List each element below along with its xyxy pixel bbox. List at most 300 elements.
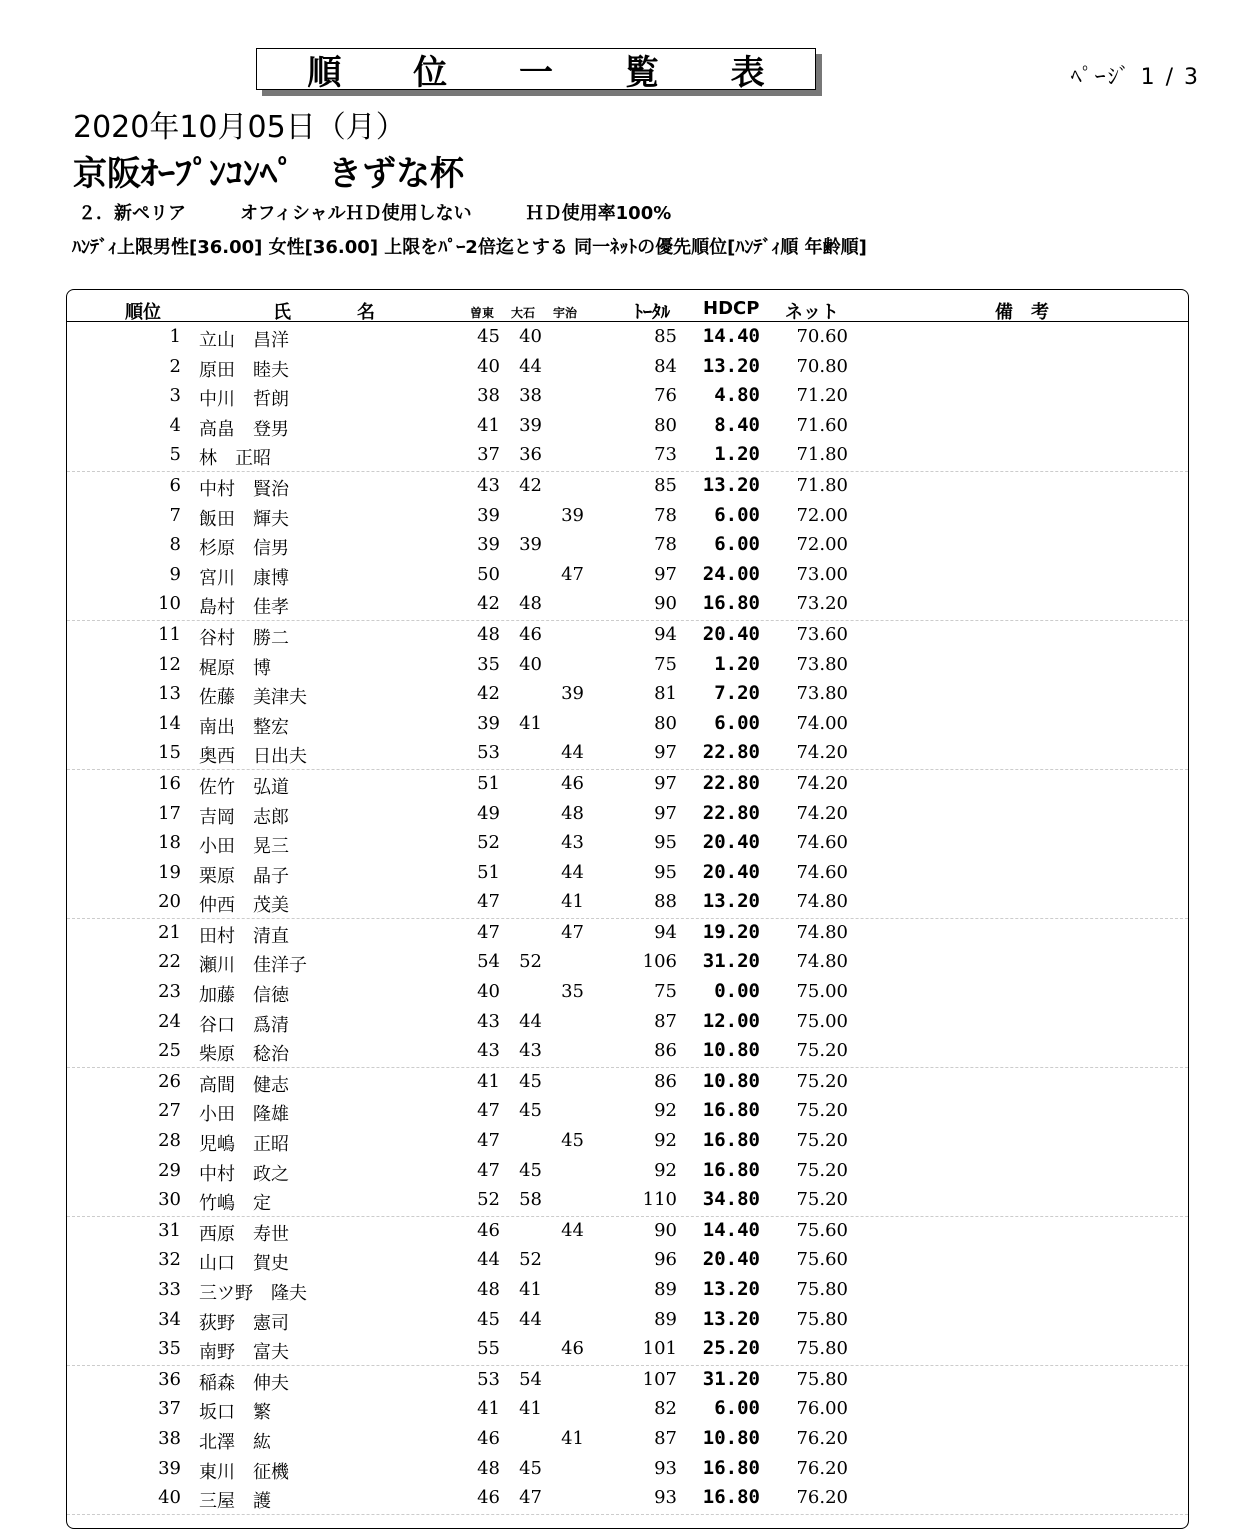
table-row [67, 770, 1188, 800]
course1-score: 43 [477, 474, 500, 496]
net-cell: 73.20 [796, 593, 848, 615]
course1-score: 41 [477, 414, 500, 436]
total-cell: 97 [654, 802, 677, 824]
total-cell: 89 [654, 1279, 677, 1300]
net-cell: 74.00 [796, 712, 848, 734]
course1-score: 51 [477, 772, 500, 794]
course2-score: 48 [519, 593, 542, 615]
table-row [67, 829, 1188, 859]
hdcp-cell: 24.00 [702, 562, 760, 585]
hdcp-cell: 13.20 [702, 473, 760, 496]
table-row [67, 1425, 1188, 1455]
course2-score: 54 [519, 1368, 542, 1390]
net-cell: 73.80 [796, 653, 848, 675]
table-row [67, 621, 1188, 651]
rank-cell: 28 [158, 1130, 181, 1152]
name-cell: 谷口 爲清 [199, 1014, 289, 1036]
table-row [67, 1484, 1188, 1515]
course1-score: 47 [477, 1159, 500, 1181]
course2-score: 36 [519, 444, 542, 466]
name-cell: 梶原 博 [199, 657, 271, 679]
rank-cell: 13 [158, 683, 181, 705]
name-cell: 荻野 憲司 [199, 1312, 289, 1334]
total-cell: 90 [654, 1219, 677, 1241]
rank-cell: 12 [158, 653, 181, 675]
rank-cell: 5 [169, 444, 181, 466]
course1-score: 37 [477, 444, 500, 466]
hdcp-cell: 20.40 [702, 860, 760, 883]
table-row [67, 382, 1188, 412]
course3-score: 43 [561, 832, 584, 854]
course3-score: 46 [561, 1338, 584, 1360]
col-hdcp: HDCP [703, 298, 760, 319]
name-cell: 仲西 茂美 [199, 895, 289, 917]
rank-cell: 15 [158, 742, 181, 764]
net-cell: 74.20 [796, 802, 848, 824]
name-cell: 竹嶋 定 [199, 1193, 271, 1215]
course1-score: 48 [477, 623, 500, 645]
name-cell: 南野 富夫 [199, 1342, 289, 1364]
course1-score: 47 [477, 891, 500, 913]
net-cell: 71.20 [796, 385, 848, 407]
hdcp-cell: 13.20 [702, 1307, 760, 1330]
course1-score: 42 [477, 683, 500, 705]
total-cell: 93 [654, 1457, 677, 1479]
net-cell: 74.20 [796, 772, 848, 794]
table-row [67, 859, 1188, 889]
name-cell: 柴原 稔治 [199, 1044, 289, 1066]
net-cell: 75.80 [796, 1368, 848, 1390]
total-cell: 82 [654, 1398, 677, 1420]
name-cell: 島村 佳孝 [199, 597, 289, 619]
name-cell: 飯田 輝夫 [199, 508, 289, 530]
course2-score: 40 [519, 326, 542, 347]
table-row [67, 1395, 1188, 1425]
name-cell: 林 正昭 [199, 448, 271, 470]
total-cell: 75 [654, 981, 677, 1003]
net-cell: 75.20 [796, 1070, 848, 1092]
total-cell: 73 [654, 444, 677, 466]
table-row [67, 1246, 1188, 1276]
course1-score: 46 [477, 1487, 500, 1509]
table-row [67, 353, 1188, 383]
name-cell: 宮川 康博 [199, 567, 289, 589]
name-cell: 田村 清直 [199, 925, 289, 947]
name-cell: 山口 賀史 [199, 1253, 289, 1275]
hdcp-cell: 4.80 [714, 384, 760, 407]
rank-cell: 36 [158, 1368, 181, 1390]
name-cell: 高畠 登男 [199, 418, 289, 440]
course2-score: 41 [519, 1398, 542, 1420]
hdcp-cell: 6.00 [714, 1397, 760, 1420]
rank-cell: 20 [158, 891, 181, 913]
course2-score: 52 [519, 1249, 542, 1271]
net-cell: 74.20 [796, 742, 848, 764]
hdcp-cell: 22.80 [702, 771, 760, 794]
total-cell: 94 [654, 623, 677, 645]
table-row [67, 531, 1188, 561]
total-cell: 75 [654, 653, 677, 675]
total-cell: 80 [654, 712, 677, 734]
hdcp-cell: 10.80 [702, 1069, 760, 1092]
rank-cell: 25 [158, 1040, 181, 1062]
course1-score: 35 [477, 653, 500, 675]
net-cell: 74.60 [796, 861, 848, 883]
hdcp-cell: 19.20 [702, 920, 760, 943]
course3-score: 39 [561, 683, 584, 705]
course2-score: 39 [519, 414, 542, 436]
course3-score: 45 [561, 1130, 584, 1152]
total-cell: 106 [642, 951, 677, 973]
course1-score: 50 [477, 563, 500, 585]
table-row [67, 1217, 1188, 1247]
handicap-rules: ﾊﾝﾃﾞｨ上限男性[36.00] 女性[36.00] 上限をﾊﾟｰ2倍迄とする 同一ﾈｯﾄの優先順位[ﾊﾝﾃﾞｨ順 年齢順] [72, 237, 867, 258]
name-cell: 谷村 勝二 [199, 627, 289, 649]
page-indicator: ﾍﾟｰｼﾞ 1 / 3 [1070, 65, 1200, 90]
total-cell: 85 [654, 326, 677, 347]
table-row [67, 888, 1188, 919]
name-cell: 児嶋 正昭 [199, 1134, 289, 1156]
course3-score: 46 [561, 772, 584, 794]
course1-score: 43 [477, 1040, 500, 1062]
rank-cell: 29 [158, 1159, 181, 1181]
total-cell: 76 [654, 385, 677, 407]
course1-score: 40 [477, 981, 500, 1003]
name-cell: 西原 寿世 [199, 1223, 289, 1245]
total-cell: 96 [654, 1249, 677, 1271]
table-row [67, 502, 1188, 532]
col-total: ﾄｰﾀﾙ [634, 302, 670, 323]
hdcp-cell: 14.40 [702, 325, 760, 347]
rank-cell: 24 [158, 1010, 181, 1032]
course1-score: 51 [477, 861, 500, 883]
course1-score: 47 [477, 1100, 500, 1122]
rank-cell: 6 [169, 474, 181, 496]
course2-score: 39 [519, 534, 542, 556]
net-cell: 75.80 [796, 1279, 848, 1300]
net-cell: 74.80 [796, 951, 848, 973]
name-cell: 原田 睦夫 [199, 359, 289, 381]
total-cell: 93 [654, 1487, 677, 1509]
total-cell: 97 [654, 563, 677, 585]
total-cell: 78 [654, 534, 677, 556]
total-cell: 92 [654, 1100, 677, 1122]
table-row [67, 1335, 1188, 1366]
rank-cell: 4 [169, 414, 181, 436]
total-cell: 85 [654, 474, 677, 496]
table-row [67, 1037, 1188, 1068]
table-header [67, 290, 1188, 322]
hdcp-cell: 20.40 [702, 622, 760, 645]
course3-score: 47 [561, 921, 584, 943]
table-row [67, 1186, 1188, 1217]
table-row [67, 919, 1188, 949]
course1-score: 38 [477, 385, 500, 407]
hdcp-cell: 25.20 [702, 1337, 760, 1360]
course1-score: 55 [477, 1338, 500, 1360]
rank-cell: 9 [169, 563, 181, 585]
total-cell: 92 [654, 1130, 677, 1152]
hdcp-cell: 14.40 [702, 1218, 760, 1241]
course2-score: 44 [519, 1308, 542, 1330]
course1-score: 45 [477, 326, 500, 347]
total-cell: 110 [642, 1189, 677, 1211]
hdcp-cell: 8.40 [714, 413, 760, 436]
net-cell: 75.80 [796, 1338, 848, 1360]
net-cell: 75.60 [796, 1219, 848, 1241]
course2-score: 45 [519, 1100, 542, 1122]
name-cell: 小田 隆雄 [199, 1104, 289, 1126]
rank-cell: 18 [158, 832, 181, 854]
name-cell: 佐竹 弘道 [199, 776, 289, 798]
rank-cell: 31 [158, 1219, 181, 1241]
rank-cell: 11 [158, 623, 181, 645]
name-cell: 栗原 晶子 [199, 865, 289, 887]
table-body [67, 323, 1188, 1515]
rank-cell: 16 [158, 772, 181, 794]
table-row [67, 1157, 1188, 1187]
rank-cell: 3 [169, 385, 181, 407]
col-course-oishi: 大石 [511, 306, 536, 320]
rank-cell: 8 [169, 534, 181, 556]
course1-score: 39 [477, 534, 500, 556]
course1-score: 42 [477, 593, 500, 615]
rank-cell: 23 [158, 981, 181, 1003]
net-cell: 71.60 [796, 414, 848, 436]
course2-score: 41 [519, 712, 542, 734]
table-row [67, 590, 1188, 621]
course2-score: 46 [519, 623, 542, 645]
hdcp-cell: 7.20 [714, 682, 760, 705]
total-cell: 88 [654, 891, 677, 913]
col-name-given: 名 [357, 302, 375, 323]
net-cell: 75.20 [796, 1040, 848, 1062]
course1-score: 39 [477, 504, 500, 526]
total-cell: 97 [654, 772, 677, 794]
course3-score: 48 [561, 802, 584, 824]
net-cell: 76.20 [796, 1457, 848, 1479]
course2-score: 38 [519, 385, 542, 407]
total-cell: 90 [654, 593, 677, 615]
course1-score: 39 [477, 712, 500, 734]
rank-cell: 27 [158, 1100, 181, 1122]
name-cell: 高間 健志 [199, 1074, 289, 1096]
rank-cell: 34 [158, 1308, 181, 1330]
course2-score: 45 [519, 1457, 542, 1479]
event-name: 京阪ｵｰﾌﾟﾝｺﾝﾍﾟ きずな杯 [73, 154, 464, 194]
table-row [67, 561, 1188, 591]
total-cell: 92 [654, 1159, 677, 1181]
course1-score: 47 [477, 921, 500, 943]
hdcp-cell: 0.00 [714, 980, 760, 1003]
hdcp-cell: 13.20 [702, 354, 760, 377]
course1-score: 46 [477, 1427, 500, 1449]
course1-score: 52 [477, 1189, 500, 1211]
name-cell: 中村 政之 [199, 1163, 289, 1185]
hdcp-cell: 1.20 [714, 652, 760, 675]
name-cell: 東川 征機 [199, 1461, 289, 1483]
hdcp-cell: 16.80 [702, 1456, 760, 1479]
hdcp-cell: 10.80 [702, 1426, 760, 1449]
rank-cell: 26 [158, 1070, 181, 1092]
net-cell: 73.80 [796, 683, 848, 705]
rank-cell: 39 [158, 1457, 181, 1479]
hdcp-cell: 20.40 [702, 831, 760, 854]
course1-score: 49 [477, 802, 500, 824]
name-cell: 南出 整宏 [199, 716, 289, 738]
col-remarks: 備 考 [995, 302, 1049, 323]
hdcp-cell: 12.00 [702, 1009, 760, 1032]
hdcp-cell: 16.80 [702, 1099, 760, 1122]
hdcp-cell: 10.80 [702, 1039, 760, 1062]
name-cell: 坂口 繁 [199, 1402, 271, 1424]
col-course-sotou: 曽東 [470, 306, 495, 320]
table-row [67, 412, 1188, 442]
rank-cell: 33 [158, 1279, 181, 1300]
name-cell: 加藤 信徳 [199, 985, 289, 1007]
course2-score: 47 [519, 1487, 542, 1509]
hdcp-cell: 16.80 [702, 592, 760, 615]
table-row [67, 739, 1188, 770]
rank-cell: 35 [158, 1338, 181, 1360]
net-cell: 76.20 [796, 1427, 848, 1449]
course2-score: 43 [519, 1040, 542, 1062]
total-cell: 101 [642, 1338, 677, 1360]
total-cell: 97 [654, 742, 677, 764]
course2-score: 40 [519, 653, 542, 675]
table-row [67, 1366, 1188, 1396]
hdcp-cell: 31.20 [702, 950, 760, 973]
table-row [67, 472, 1188, 502]
hdcp-cell: 22.80 [702, 741, 760, 764]
course1-score: 46 [477, 1219, 500, 1241]
table-row [67, 1455, 1188, 1485]
hdcp-cell: 16.80 [702, 1129, 760, 1152]
table-row [67, 978, 1188, 1008]
net-cell: 74.80 [796, 921, 848, 943]
rank-cell: 19 [158, 861, 181, 883]
total-cell: 87 [654, 1427, 677, 1449]
course3-score: 41 [561, 891, 584, 913]
course1-score: 41 [477, 1070, 500, 1092]
rank-cell: 22 [158, 951, 181, 973]
hdcp-cell: 16.80 [702, 1158, 760, 1181]
table-row [67, 680, 1188, 710]
net-cell: 72.00 [796, 504, 848, 526]
course2-score: 58 [519, 1189, 542, 1211]
net-cell: 75.00 [796, 981, 848, 1003]
course1-score: 53 [477, 1368, 500, 1390]
name-cell: 杉原 信男 [199, 538, 289, 560]
table-row [67, 1008, 1188, 1038]
net-cell: 76.20 [796, 1487, 848, 1509]
course1-score: 48 [477, 1279, 500, 1300]
name-cell: 北澤 紘 [199, 1431, 271, 1453]
name-cell: 三ツ野 隆夫 [199, 1283, 307, 1304]
rank-cell: 7 [169, 504, 181, 526]
name-cell: 中川 哲朗 [199, 389, 289, 411]
table-row [67, 1276, 1188, 1306]
hdcp-cell: 13.20 [702, 890, 760, 913]
rank-cell: 40 [158, 1487, 181, 1509]
total-cell: 95 [654, 861, 677, 883]
net-cell: 71.80 [796, 474, 848, 496]
course3-score: 44 [561, 1219, 584, 1241]
hdcp-cell: 1.20 [714, 443, 760, 466]
net-cell: 72.00 [796, 534, 848, 556]
total-cell: 95 [654, 832, 677, 854]
rank-cell: 32 [158, 1249, 181, 1271]
net-cell: 70.80 [796, 355, 848, 377]
course1-score: 40 [477, 355, 500, 377]
total-cell: 94 [654, 921, 677, 943]
total-cell: 84 [654, 355, 677, 377]
net-cell: 75.20 [796, 1189, 848, 1211]
course1-score: 43 [477, 1010, 500, 1032]
rank-cell: 30 [158, 1189, 181, 1211]
course1-score: 48 [477, 1457, 500, 1479]
hdcp-cell: 6.00 [714, 503, 760, 526]
rank-cell: 2 [169, 355, 181, 377]
hdcp-cell: 31.20 [702, 1367, 760, 1390]
course2-score: 42 [519, 474, 542, 496]
net-cell: 70.60 [796, 326, 848, 347]
total-cell: 81 [654, 683, 677, 705]
hdcp-cell: 13.20 [702, 1278, 760, 1300]
course2-score: 41 [519, 1279, 542, 1300]
name-cell: 稲森 伸夫 [199, 1372, 289, 1394]
hdcp-cell: 16.80 [702, 1486, 760, 1509]
net-cell: 75.20 [796, 1130, 848, 1152]
report-title: 順 位 一 覧 表 [307, 52, 795, 93]
net-cell: 73.00 [796, 563, 848, 585]
name-cell: 小田 晃三 [199, 836, 289, 858]
net-cell: 75.00 [796, 1010, 848, 1032]
course1-score: 54 [477, 951, 500, 973]
report-title-box [256, 48, 816, 93]
col-course-uji: 宇治 [553, 306, 578, 320]
total-cell: 89 [654, 1308, 677, 1330]
net-cell: 76.00 [796, 1398, 848, 1420]
total-cell: 87 [654, 1010, 677, 1032]
total-cell: 80 [654, 414, 677, 436]
rank-cell: 38 [158, 1427, 181, 1449]
table-row [67, 1306, 1188, 1336]
course2-score: 44 [519, 1010, 542, 1032]
name-cell: 中村 賢治 [199, 478, 289, 500]
hdcp-cell: 20.40 [702, 1248, 760, 1271]
name-cell: 奥西 日出夫 [199, 746, 307, 768]
hdcp-cell: 34.80 [702, 1188, 760, 1211]
course2-score: 45 [519, 1159, 542, 1181]
course1-score: 53 [477, 742, 500, 764]
rank-cell: 10 [158, 593, 181, 615]
event-date: 2020年10月05日（月） [73, 110, 406, 145]
net-cell: 74.60 [796, 832, 848, 854]
hdcp-cell: 6.00 [714, 533, 760, 556]
table-row [67, 441, 1188, 472]
rank-cell: 37 [158, 1398, 181, 1420]
total-cell: 107 [642, 1368, 677, 1390]
rank-cell: 17 [158, 802, 181, 824]
rank-cell: 1 [169, 326, 181, 347]
rank-cell: 14 [158, 712, 181, 734]
name-cell: 佐藤 美津夫 [199, 687, 307, 709]
net-cell: 75.80 [796, 1308, 848, 1330]
course3-score: 41 [561, 1427, 584, 1449]
net-cell: 75.60 [796, 1249, 848, 1271]
course3-score: 44 [561, 861, 584, 883]
